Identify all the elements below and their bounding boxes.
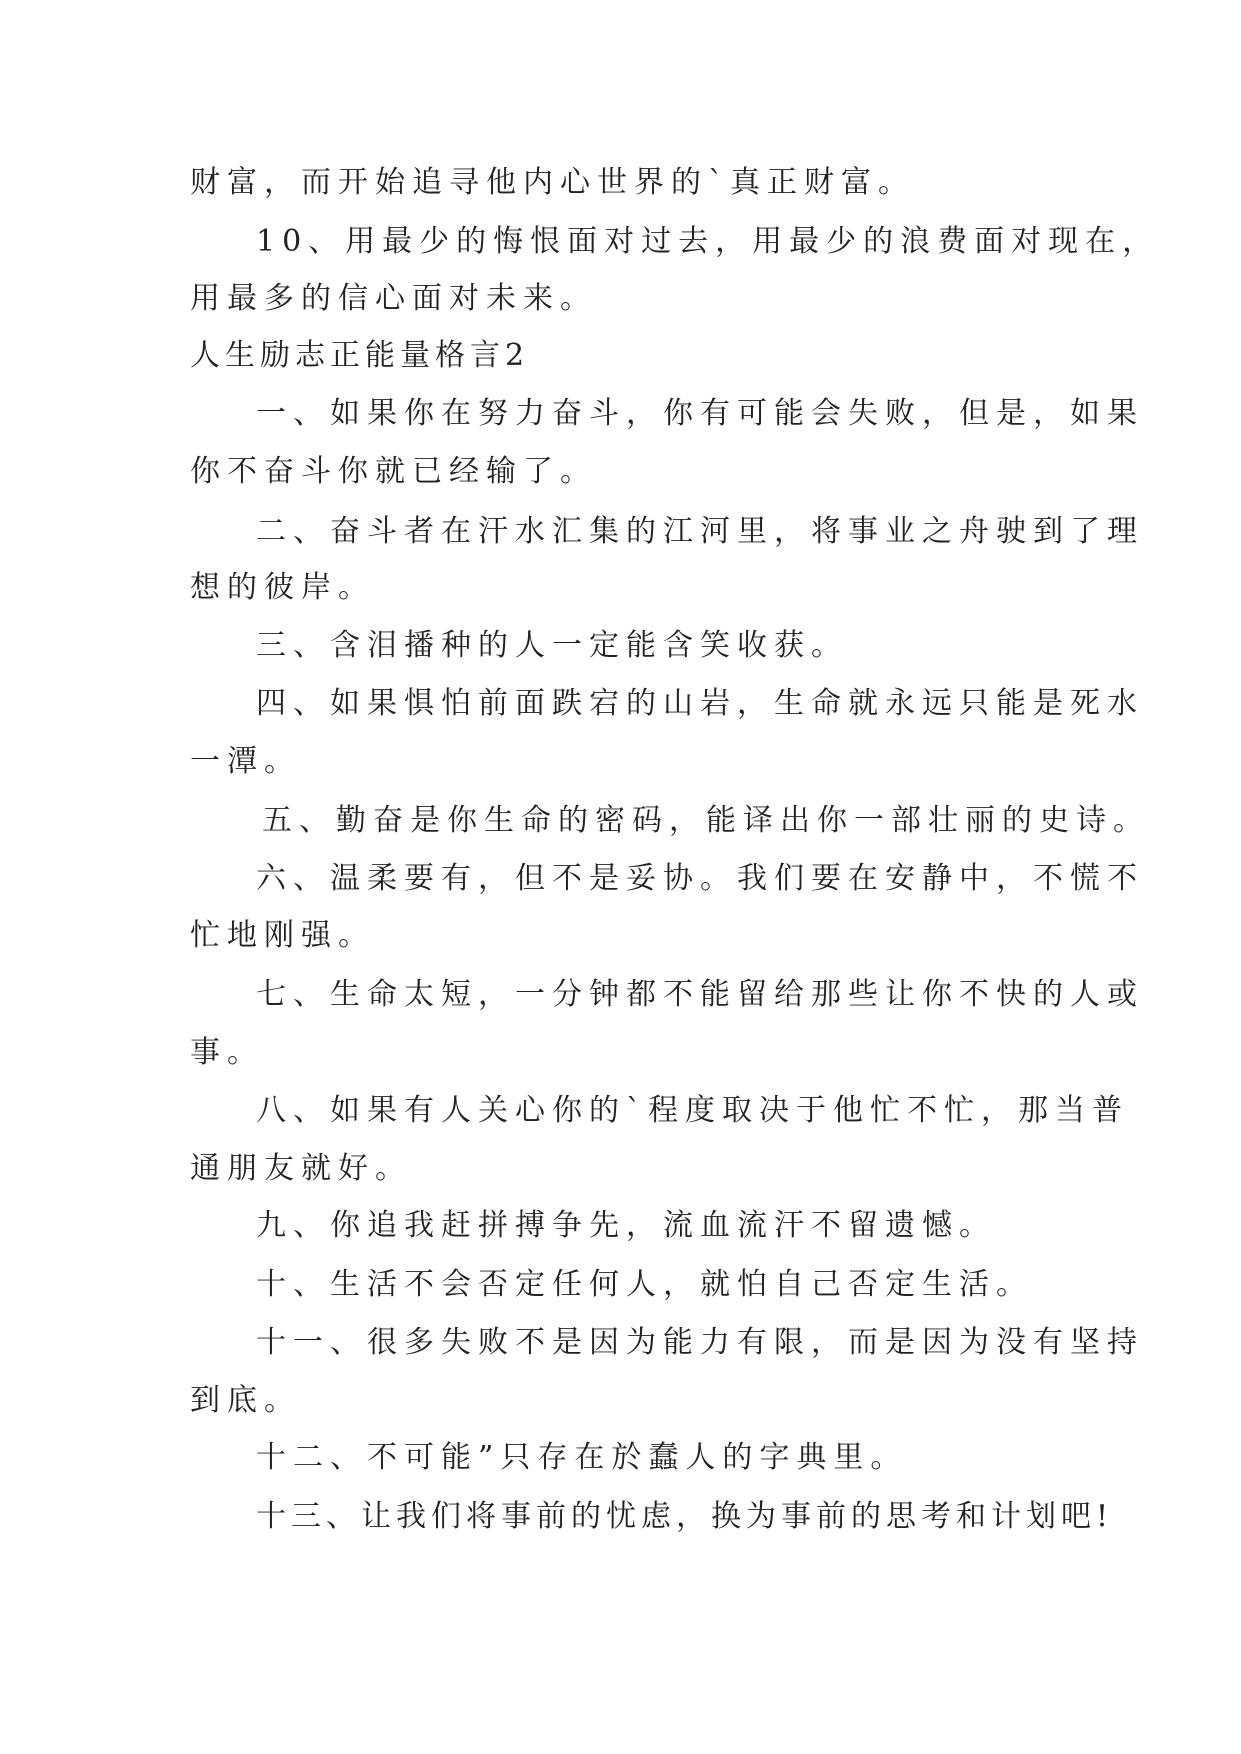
text-line: 七、生命太短，一分钟都不能留给那些让你不快的人或	[256, 977, 1144, 1012]
text-line: 事。	[190, 1035, 264, 1070]
text-line: 十二、不可能”只存在於蠢人的字典里。	[256, 1440, 908, 1475]
text-line: 财富，而开始追寻他内心世界的`真正财富。	[190, 165, 915, 200]
text-line: 四、如果惧怕前面跌宕的山岩，生命就永远只能是死水	[256, 686, 1144, 721]
section-heading: 人生励志正能量格言2	[190, 338, 530, 373]
text-line: 十三、让我们将事前的忧虑，换为事前的思考和计划吧!	[256, 1499, 1114, 1534]
text-line: 到底。	[190, 1383, 301, 1418]
text-line: 用最多的信心面对未来。	[190, 281, 597, 316]
text-line: 十、生活不会否定任何人，就怕自己否定生活。	[256, 1267, 1033, 1302]
text-line: 忙地刚强。	[190, 918, 375, 953]
text-line: 通朋友就好。	[190, 1151, 412, 1186]
text-line: 五、勤奋是你生命的密码，能译出你一部壮丽的史诗。	[262, 803, 1150, 838]
text-line: 你不奋斗你就已经输了。	[190, 454, 597, 489]
text-line: 九、你追我赶拼搏争先，流血流汗不留遗憾。	[256, 1208, 996, 1243]
text-line: 六、温柔要有，但不是妥协。我们要在安静中，不慌不	[256, 861, 1144, 896]
text-line: 10、用最少的悔恨面对过去，用最少的浪费面对现在，	[256, 224, 1160, 259]
text-line: 十一、很多失败不是因为能力有限，而是因为没有坚持	[256, 1325, 1144, 1360]
text-line: 一潭。	[190, 744, 301, 779]
text-line: 三、含泪播种的人一定能含笑收获。	[256, 628, 848, 663]
text-line: 八、如果有人关心你的`程度取决于他忙不忙，那当普	[256, 1093, 1129, 1128]
text-line: 二、奋斗者在汗水汇集的江河里，将事业之舟驶到了理	[256, 514, 1144, 549]
text-line: 一、如果你在努力奋斗，你有可能会失败，但是，如果	[256, 396, 1144, 431]
text-line: 想的彼岸。	[190, 570, 375, 605]
